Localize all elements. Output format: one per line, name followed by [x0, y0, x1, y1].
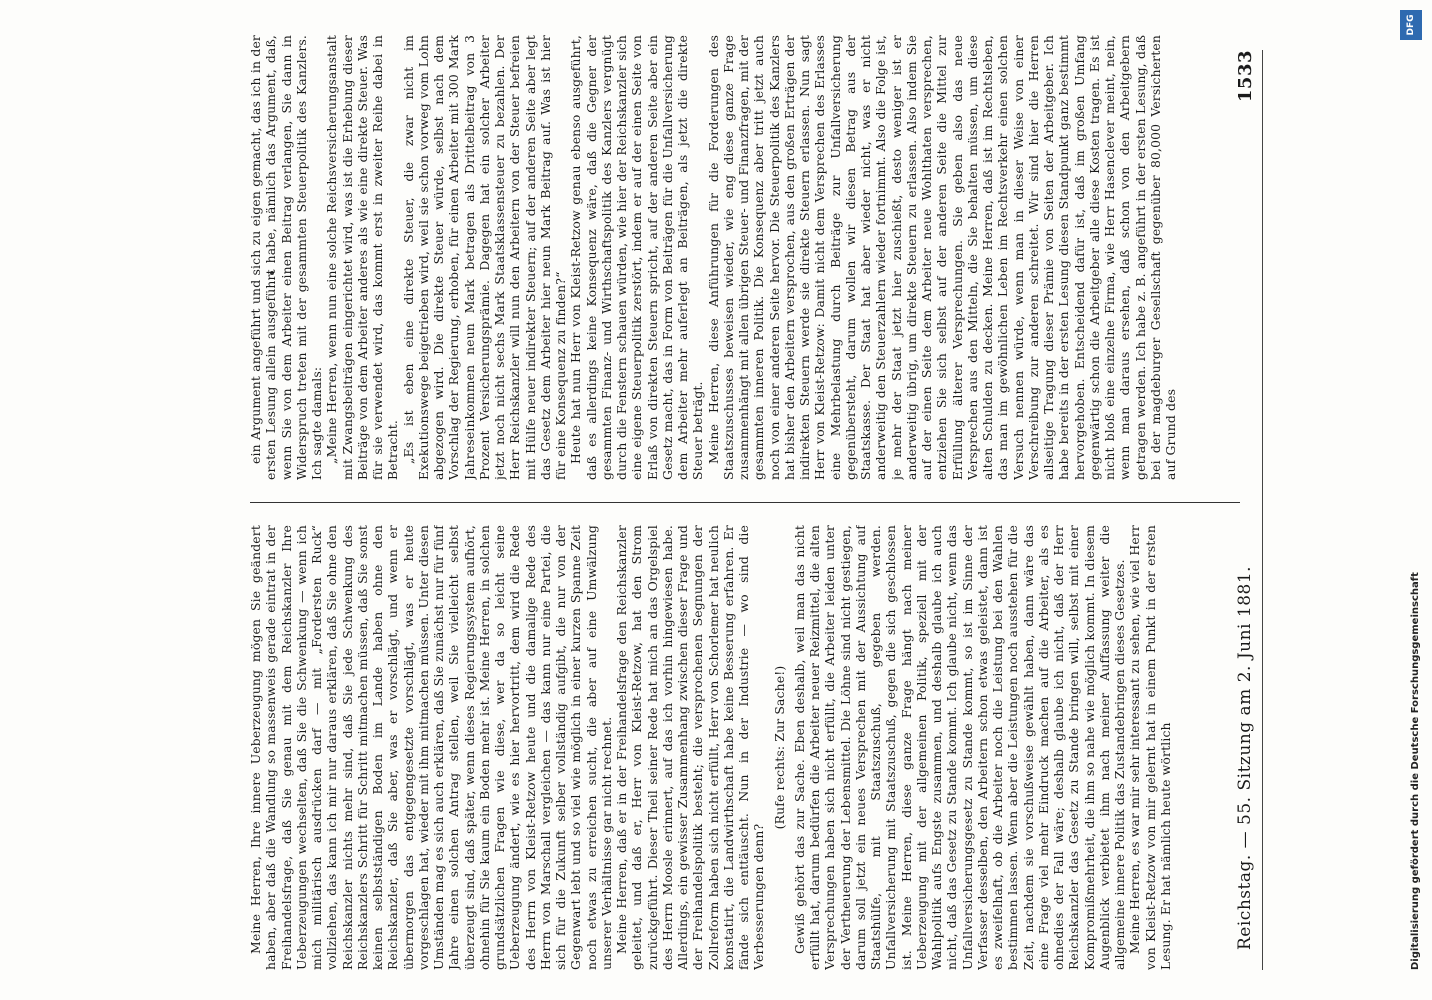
quotation-paragraph: „Es ist eben eine direkte Steuer, die zwar nicht im Exekutionswege beigetrieben wird, weil sie schon vorweg vom Lohn abgezogen wird. Die direkte Steuer würde, selbst nach dem Vorschlag der Regierung, erhoben, für einen Arbeiter mit 300 Mark Jahreseinkommen neun Mark betragen als Drittelbeitrag von 3 Prozent Versicherungsprämie. Dagegen hat ein solcher Arbeiter jetzt noch nicht sechs Mark Staatsklassensteuer zu bezahlen. Der Herr Reichskanzler will nun den Arbeitern von der Steuer befreien mit Hülfe neuer indirekter Steuern; auf der anderen Seite aber legt das Gesetz dem Arbeiter hier neun Mark Beitrag auf. Was ist hier für eine Konsequenz zu finden?“ [400, 35, 568, 480]
digitization-note: Digitalisierung gefördert durch die Deutsche Forschungsgemeinschaft [1410, 572, 1421, 970]
page-number: 1533 [1234, 50, 1256, 103]
header-rule [1262, 50, 1263, 970]
paragraph: Meine Herren, Ihre innere Ueberzeugung mögen Sie geändert haben, aber daß die Wandlung so massenweis gerade eintrat in der Freihandelsfrage, daß Sie genau mit dem Reichskanzler Ihre Ueberzeugungen wechselten, daß Sie die Schwenkung — wenn ich mich militärisch ausdrücken darf — mit „Fordersten Ruck“ vollziehen, das kann ich mir nur daraus erklären, daß Sie ohne den Reichskanzler nichts mehr sind, daß Sie jede Schwenkung des Reichskanzlers Schritt für Schritt mitmachen müssen, daß Sie sonst keinen selbstständigen Boden im Lande haben ohne den Reichskanzler, daß Sie aber, was er vorschlägt, und wenn er übermorgen das entgegengesetzte vorschlägt, was er heute vorgeschlagen hat, wieder mit ihm mitmachen müssen. Unter diesen Umständen mag es sich auch erklären, daß Sie zunächst nur für fünf Jahre einen solchen Antrag stellen, weil Sie vielleicht selbst überzeugt sind, daß später, wenn dieses Regierungssystem aufhört, ohnehin für Sie kaum ein Boden mehr ist. Meine Herren, in solchen grundsätzlichen Fragen wie diese, wer da so leicht seine Ueberzeugung ändert, wie es hier hervortritt, dem wird die Rede des Herrn von Kleist-Retzow heute und die damalige Rede des Herrn von Marschall vergleichen — das kann nur eine Partei, die sich für die Zukunft selber vollständig aufgibt, die nur von der Gegenwart lebt und so viel wie möglich in einer kurzen Spanne Zeit noch etwas zu erreichen sucht, die aber auf eine Umwälzung unserer Verhältnisse gar nicht rechnet. [248, 525, 614, 970]
paragraph: Heute hat nun Herr von Kleist-Retzow genau ebenso ausgeführt, daß es allerdings keine Konsequenz wäre, daß die Gegner der gesammten Finanz- und Wirthschaftspolitik des Kanzlers vergnügt durch die Fenstern schauen würden, wie hier der Reichskanzler sich eine eigene Steuerpolitik zerstört, indem er auf der einen Seite von Erlaß von direkten Steuern spricht, auf der anderen Seite aber ein Gesetz macht, das in Form von Beiträgen für die Unfallversicherung dem Arbeiter mehr auferlegt an Beiträgen, als jetzt die direkte Steuer beträgt. [568, 35, 706, 480]
right-column [248, 35, 1248, 480]
paragraph: Meine Herren, diese Anführungen für die Forderungen des Staatszuschusses beweisen wieder, wie eng diese ganze Frage zusammenhängt mit allen übrigen Steuer- und Finanzfragen, mit der gesammten inneren Politik. Die Konsequenz aber tritt jetzt auch noch von einer anderen Seite hervor. Die Steuerpolitik des Kanzlers hat bisher den Arbeitern versprochen, aus den großen Erträgen der indirekten Steuern werde sie direkte Steuern erlassen. Nun sagt Herr von Kleist-Retzow: Damit nicht dem Versprechen des Erlasses eine Mehrbelastung durch Beiträge zur Unfallversicherung gegenübersteht, darum wollen wir diesen Betrag aus der Staatskasse. Der Staat hat aber wieder nicht, was er nicht anderweitig den Steuerzahlern wieder fortnimmt. Also die Folge ist, je mehr der Staat jetzt hier zuschießt, desto weniger ist er anderweitig übrig, um direkte Steuern zu erlassen. Also indem Sie auf der einen Seite dem Arbeiter neue Wohlthaten versprechen, entziehen Sie sich selbst auf der anderen Seite die Mittel zur Erfüllung älterer Versprechungen. Sie geben also das neue Versprechen aus den Mitteln, die Sie behalten müssen, um diese alten Schulden zu decken. Meine Herren, daß ist im Rechtsleben, das man im gewöhnlichen Leben im Rechtsverkehr einen solchen Versuch nennen würde, wenn man in dieser Weise von einer Verschreibung zur anderen schreitet. Wir sind hier die Herren allseitige Tragung dieser Prämie von Seiten der Arbeitgeber. Ich habe bereits in der ersten Lesung diesen Standpunkt ganz bestimmt hervorgehoben. Entscheidend dafür ist, daß im großen Umfang gegenwärtig schon die Arbeitgeber alle diese Kosten tragen. Es ist nicht bloß eine einzelne Firma, wie Herr Hasenclever meint, nein, wenn man daraus ersehen, daß schon von den Arbeitgebern getragen werden. Ich habe z. B. angeführt in der ersten Lesung, daß bei der magdeburger Gesellschaft gegenüber 80,000 Versicherten auf Grund des [705, 35, 1178, 480]
quotation-paragraph: „Meine Herren, wenn nun eine solche Reichsversicherungsanstalt mit Zwangsbeiträgen eingerichtet wird, was ist die Erhebung dieser Beiträge von dem Arbeiter anderes als wie eine direkte Steuer. Was für sie verwendet wird, das kommt erst in zweiter Reihe dabei in Betracht. [324, 35, 401, 480]
running-header [1230, 50, 1260, 950]
paragraph: Meine Herren, es war mir sehr interessant zu sehen, wie viel Herr von Kleist-Retzow von mir gelernt hat in einem Punkt in der ersten Lesung. Er hat nämlich heute wörtlich [1127, 525, 1173, 970]
paragraph: Meine Herren, daß er in der Freihandelsfrage den Reichskanzler geleitet, und daß er, Herr von Kleist-Retzow, hat den Strom zurückgeführt. Dieser Theil seiner Rede hat mich an das Orgelspiel des Herrn Moosle erinnert, auf das ich vorhin hingewiesen habe. Allerdings, ein gewisser Zusammenhang zwischen dieser Frage und der Freihandelspolitik besteht; die versprochenen Segnungen der Zollreform haben sich nicht erfüllt, Herr von Schorlemer hat neulich konstatirt, die Landwirthschaft habe keine Besserung erfahren. Er fände sich enttäuscht. Nun in der Industrie — wo sind die Verbesserungen denn? [614, 525, 767, 970]
column-divider [250, 502, 1240, 503]
interjection: (Rufe rechts: Zur Sache!) [771, 665, 787, 830]
running-title: Reichstag. — 55. Sitzung am 2. Juni 1881. [1235, 565, 1255, 950]
left-column [248, 525, 1248, 970]
dfg-logo: DFG [1400, 10, 1422, 40]
paragraph: ein Argument angeführt und sich zu eigen gemacht, das ich in der ersten Lesung allein ausgeführt habe, nämlich das Argument, daß, wenn Sie von dem Arbeiter einen Beitrag verlangen, Sie dann in Widerspruch treten mit der gesammten Steuerpolitik des Kanzlers. Ich sagte damals: [248, 35, 324, 480]
paragraph: Gewiß gehört das zur Sache. Eben deshalb, weil man das nicht erfüllt hat, darum bedürfen die Arbeiter neuer Reizmittel, die alten Versprechungen haben sich nicht erfüllt, die Arbeiter leiden unter der Vertheuerung der Lebensmittel. Die Löhne sind nicht gestiegen, darum soll jetzt ein neues Versprechen mit der Aussichtung auf Staatshülfe, mit Staatszuschuß, gegeben werden. Unfallversicherung mit Staatszuschuß, gegen die sich geschlossen ist. Meine Herren, diese ganze Frage hängt nach meiner Ueberzeugung mit der allgemeinen Politik, speziell mit der Wahlpolitik aufs Engste zusammen, und deshalb glaube ich auch nicht, daß das Gesetz zu Stande kommt. Ich glaube nicht, wenn das Unfallversicherungsgesetz zu Stande kommt, so ist im Sinne der Verfasser desselben, den Arbeitern schon etwas geleistet, dann ist es zweifelhaft, ob die Arbeiter noch die Leistung bei den Wahlen bestimmen lassen. Wenn aber die Leistungen noch ausstehen für die Zeit, nachdem sie vorschußweise gewählt haben, dann wäre das eine Frage viel mehr Eindruck machen auf die Arbeiter, als es ohnedies der Fall wäre; deshalb glaube ich nicht, daß der Herr Reichskanzler das Gesetz zu Stande bringen will, selbst mit einer Kompromißmehrheit, die ihm so nahe wie möglich kommt. In diesem Augenblick verbietet ihm nach meiner Auffassung weiter die allgemeine innere Politik das Zustandebringen dieses Gesetzes. [791, 525, 1127, 970]
